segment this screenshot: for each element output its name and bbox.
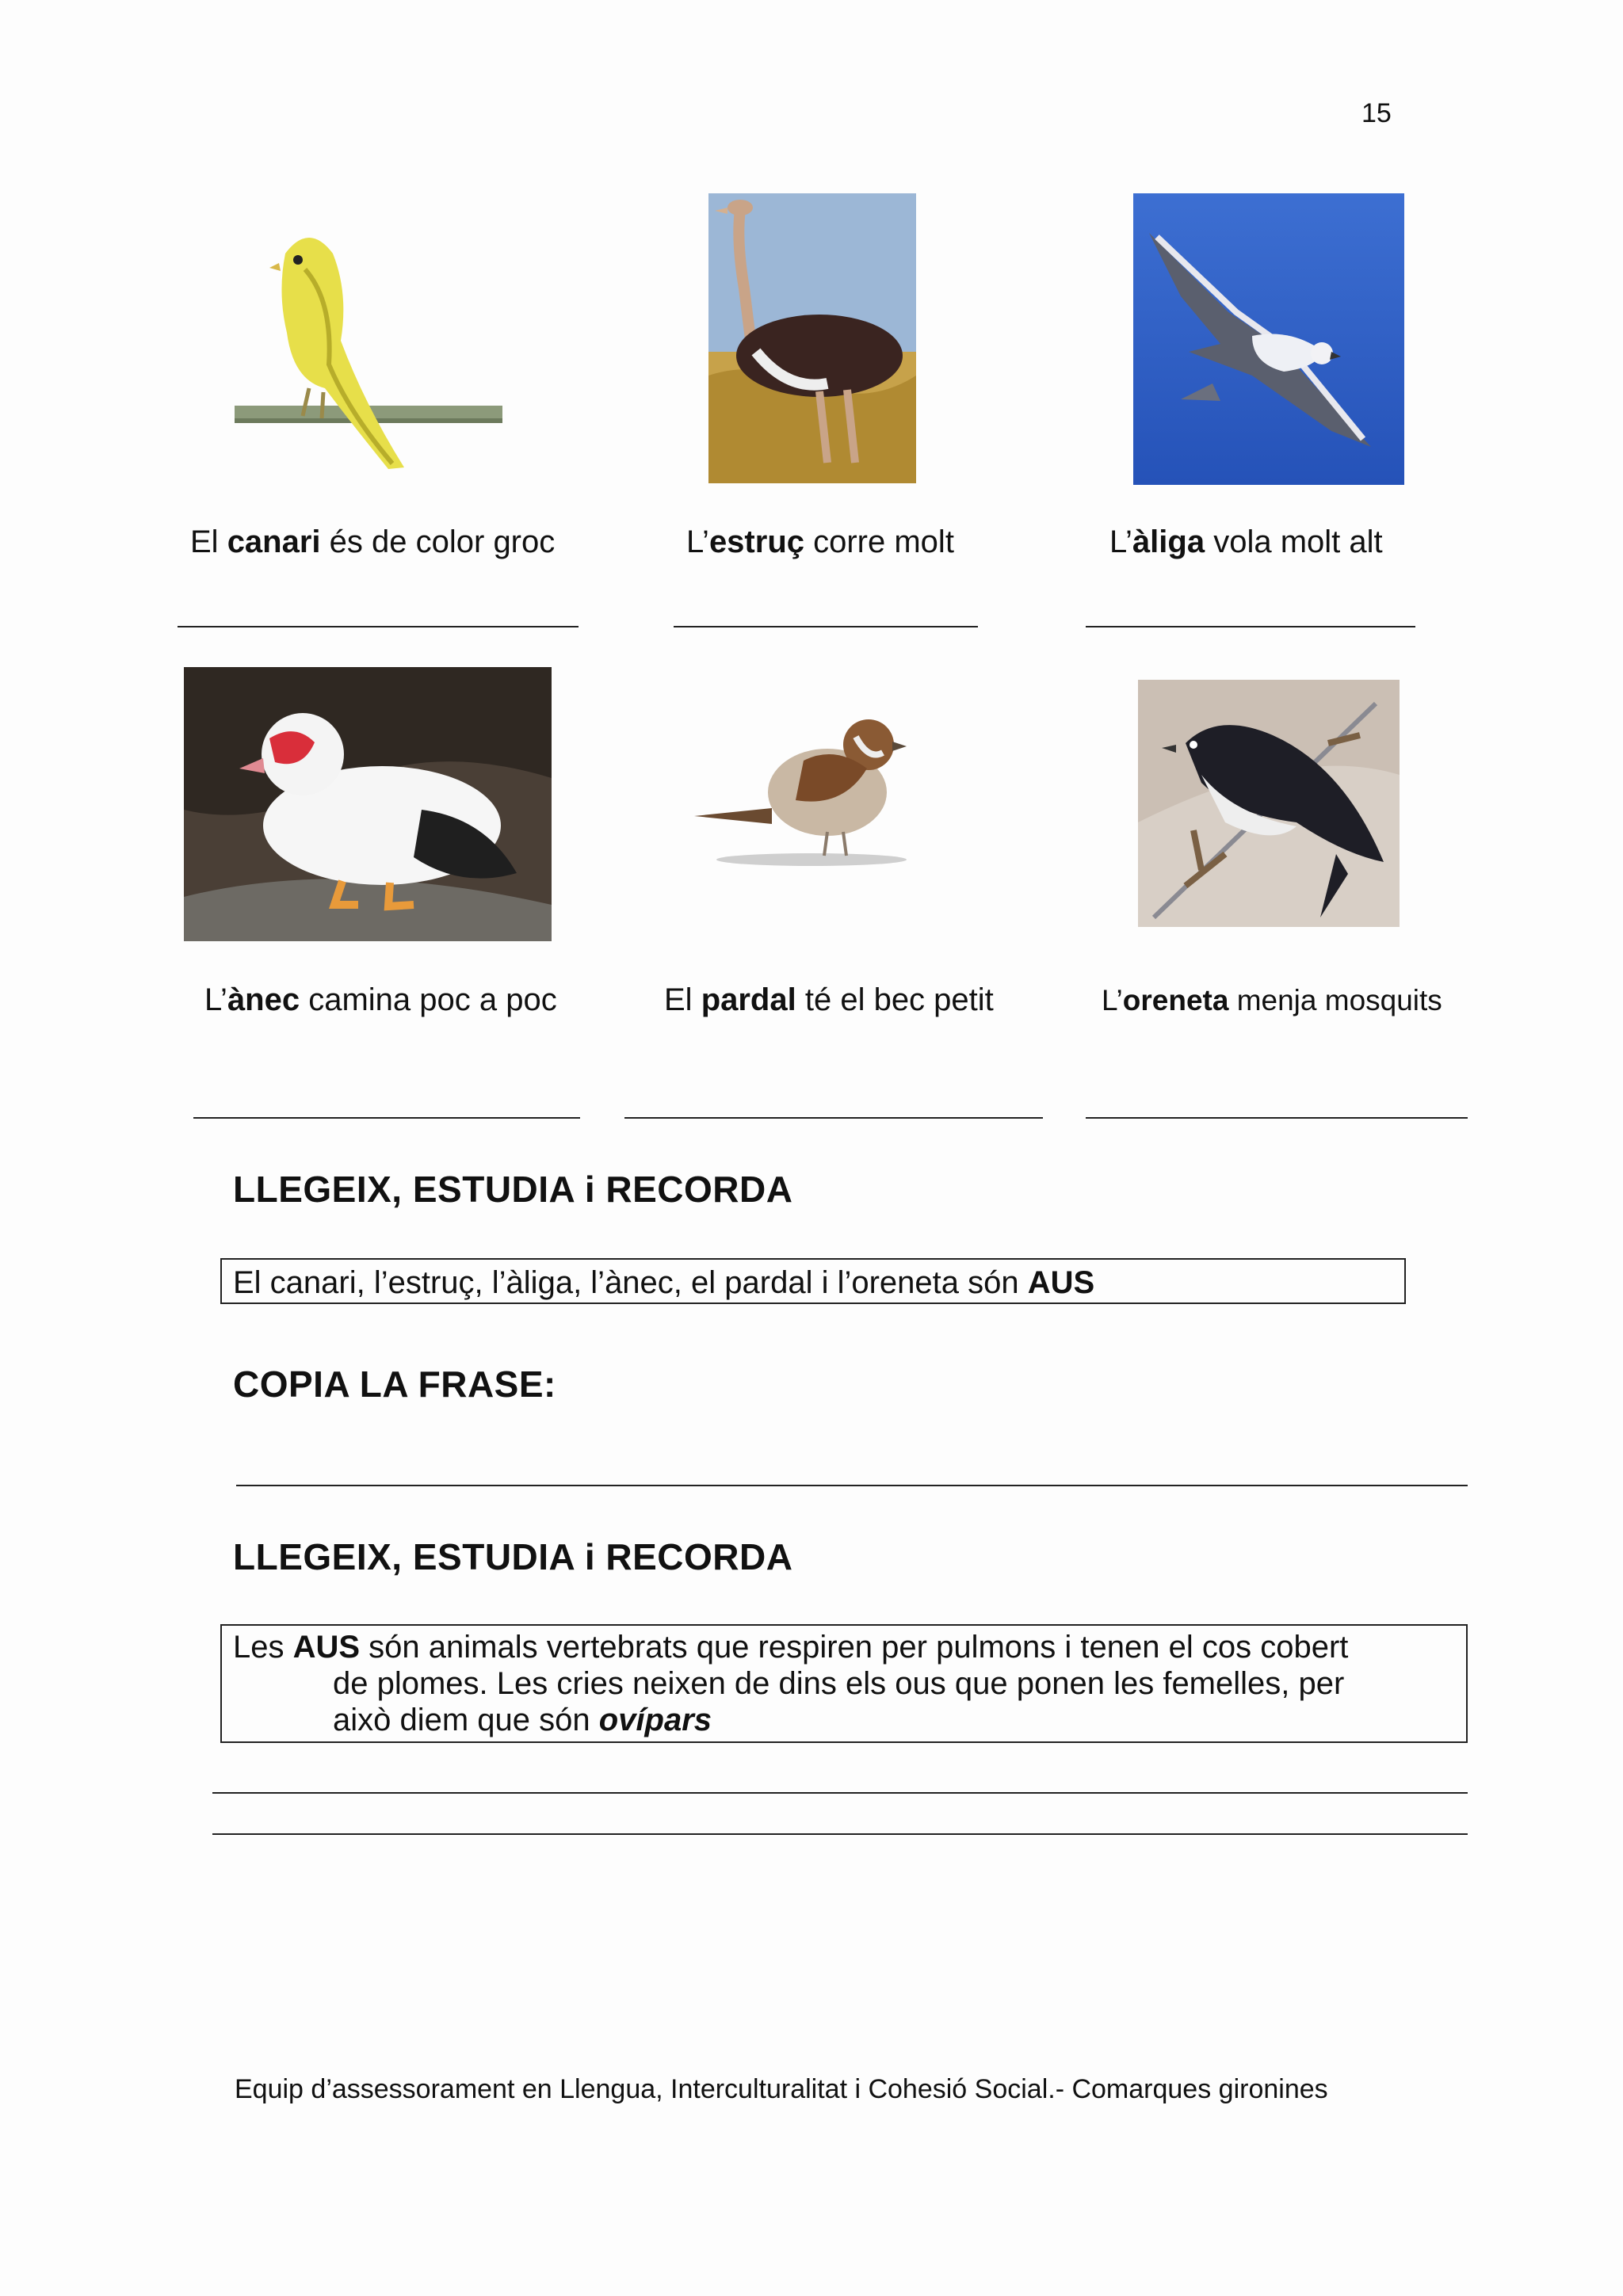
- section-heading: LLEGEIX, ESTUDIA i RECORDA: [233, 1536, 793, 1577]
- summary-box: [220, 1258, 1406, 1304]
- ostrich-image: [708, 193, 916, 483]
- bird-name: àliga: [1132, 524, 1205, 559]
- caption-anec: L’ànec camina poc a poc: [204, 982, 557, 1017]
- summary-text: El canari, l’estruç, l’àliga, l’ànec, el pardal i l’oreneta són AUS: [233, 1265, 1095, 1300]
- writing-line[interactable]: [1086, 626, 1415, 627]
- writing-line[interactable]: [193, 1117, 580, 1119]
- duck-image: [184, 667, 552, 941]
- section-heading: LLEGEIX, ESTUDIA i RECORDA: [233, 1169, 793, 1210]
- swallow-image: [1138, 680, 1400, 927]
- copy-heading: COPIA LA FRASE:: [233, 1363, 556, 1405]
- writing-line[interactable]: [1086, 1117, 1468, 1119]
- caption-estruc: L’estruç corre molt: [686, 524, 954, 559]
- caption-aliga: L’àliga vola molt alt: [1109, 524, 1383, 559]
- bird-name: estruç: [708, 524, 804, 559]
- definition-box: [220, 1624, 1468, 1743]
- footer-credit: Equip d’assessorament en Llengua, Interculturalitat i Cohesió Social.- Comarques gironines: [235, 2074, 1328, 2104]
- writing-line[interactable]: [212, 1792, 1468, 1794]
- caption-canari: El canari és de color groc: [190, 524, 556, 559]
- writing-line[interactable]: [624, 1117, 1043, 1119]
- caption-oreneta: L’oreneta menja mosquits: [1102, 984, 1442, 1016]
- canary-image: [230, 222, 507, 475]
- bird-name: oreneta: [1122, 984, 1229, 1016]
- eagle-image: [1133, 193, 1404, 485]
- bird-name: canari: [227, 524, 321, 559]
- writing-line[interactable]: [178, 626, 579, 627]
- page-number: 15: [1361, 98, 1392, 128]
- caption-pardal: El pardal té el bec petit: [664, 982, 994, 1017]
- writing-line[interactable]: [212, 1833, 1468, 1835]
- copy-writing-line[interactable]: [236, 1485, 1468, 1486]
- writing-line[interactable]: [674, 626, 978, 627]
- sparrow-image: [685, 689, 919, 871]
- bird-name: ànec: [227, 982, 300, 1017]
- definition-text: Les AUS són animals vertebrats que respiren per pulmons i tenen el cos cobert de plomes. Les cries neixen de dins els ous que ponen les femelles, per això diem que són ovípars: [233, 1630, 1349, 1737]
- bird-name: pardal: [701, 982, 796, 1017]
